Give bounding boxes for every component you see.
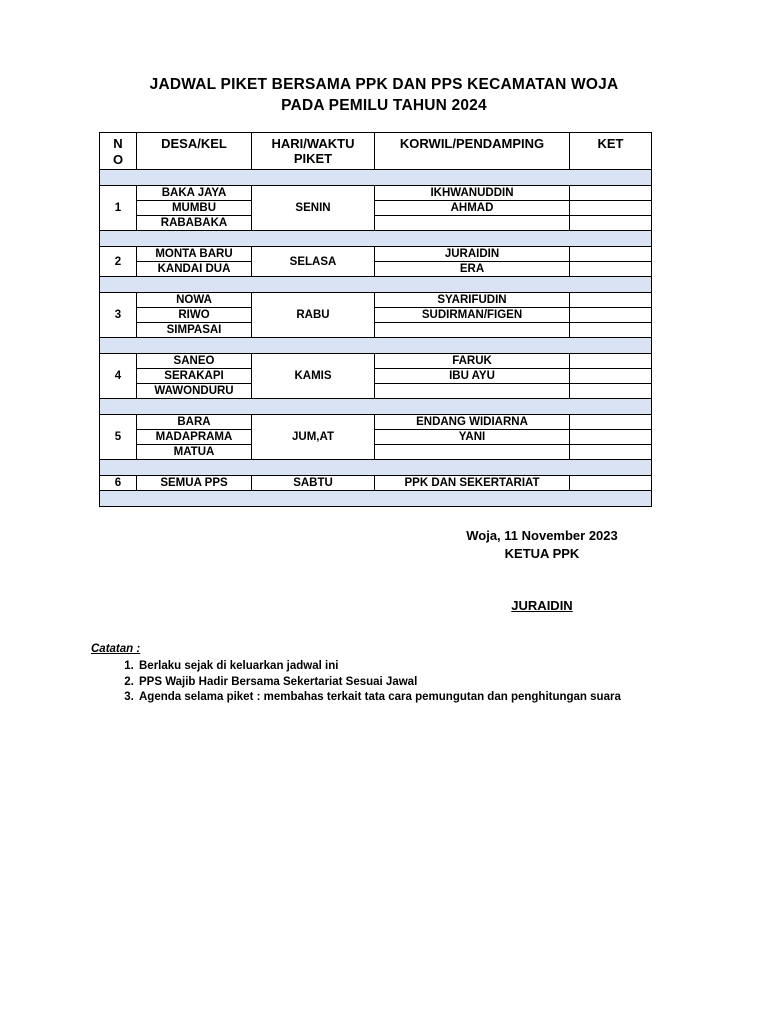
cell-ket — [570, 354, 652, 369]
cell-no: 6 — [100, 476, 137, 491]
cell-ket — [570, 247, 652, 262]
cell-hari: SABTU — [252, 476, 375, 491]
separator-cell — [100, 338, 652, 354]
cell-korwil: JURAIDIN — [375, 247, 570, 262]
cell-no: 5 — [100, 415, 137, 460]
cell-desa: MONTA BARU — [137, 247, 252, 262]
signature-date: Woja, 11 November 2023 — [466, 528, 618, 543]
separator-cell — [100, 460, 652, 476]
separator-cell — [100, 491, 652, 507]
cell-desa: SEMUA PPS — [137, 476, 252, 491]
cell-korwil: IKHWANUDDIN — [375, 186, 570, 201]
signature-name: JURAIDIN — [511, 598, 573, 613]
header-no-line2: O — [112, 152, 124, 167]
cell-ket — [570, 201, 652, 216]
separator-row — [100, 399, 652, 415]
separator-cell — [100, 170, 652, 186]
cell-korwil: IBU AYU — [375, 369, 570, 384]
cell-desa: BARA — [137, 415, 252, 430]
cell-desa: SERAKAPI — [137, 369, 252, 384]
cell-ket — [570, 430, 652, 445]
cell-korwil — [375, 323, 570, 338]
schedule-row — [100, 415, 652, 430]
cell-hari: KAMIS — [252, 354, 375, 399]
schedule-body — [100, 170, 652, 507]
cell-desa: BAKA JAYA — [137, 186, 252, 201]
separator-cell — [100, 231, 652, 247]
separator-row — [100, 277, 652, 293]
cell-ket — [570, 186, 652, 201]
cell-desa: WAWONDURU — [137, 384, 252, 399]
cell-no: 1 — [100, 186, 137, 231]
cell-no: 4 — [100, 354, 137, 399]
cell-korwil: PPK DAN SEKERTARIAT — [375, 476, 570, 491]
header-hari-line1: HARI/WAKTU — [271, 136, 355, 151]
schedule-row — [100, 262, 652, 277]
schedule-row — [100, 308, 652, 323]
cell-desa: MUMBU — [137, 201, 252, 216]
separator-cell — [100, 277, 652, 293]
cell-desa: MATUA — [137, 445, 252, 460]
note-item: 3. Agenda selama piket : membahas terkait tata cara pemungutan dan penghitungan suara — [137, 690, 713, 706]
cell-ket — [570, 476, 652, 491]
schedule-row — [100, 323, 652, 338]
separator-row — [100, 170, 652, 186]
cell-no: 2 — [100, 247, 137, 277]
cell-korwil — [375, 445, 570, 460]
cell-desa: RABABAKA — [137, 216, 252, 231]
cell-desa: MADAPRAMA — [137, 430, 252, 445]
schedule-row — [100, 247, 652, 262]
header-no — [100, 133, 137, 170]
schedule-row — [100, 293, 652, 308]
separator-row — [100, 460, 652, 476]
schedule-row — [100, 201, 652, 216]
cell-korwil: YANI — [375, 430, 570, 445]
schedule-row — [100, 216, 652, 231]
cell-ket — [570, 262, 652, 277]
cell-desa: RIWO — [137, 308, 252, 323]
cell-hari: SENIN — [252, 186, 375, 231]
separator-row — [100, 231, 652, 247]
separator-cell — [100, 399, 652, 415]
document-title-line1: JADWAL PIKET BERSAMA PPK DAN PPS KECAMATAN WOJA — [149, 76, 619, 93]
cell-ket — [570, 445, 652, 460]
cell-korwil: AHMAD — [375, 201, 570, 216]
header-korwil: KORWIL/PENDAMPING — [375, 133, 570, 170]
header-hari-line2: PIKET — [293, 151, 333, 166]
schedule-row — [100, 476, 652, 491]
separator-row — [100, 491, 652, 507]
note-item: 1. Berlaku sejak di keluarkan jadwal ini — [137, 659, 713, 675]
schedule-row — [100, 354, 652, 369]
cell-ket — [570, 384, 652, 399]
cell-ket — [570, 323, 652, 338]
header-ket: KET — [570, 133, 652, 170]
separator-row — [100, 338, 652, 354]
notes-title: Catatan : — [91, 643, 141, 655]
header-hari — [252, 133, 375, 170]
signature-role: KETUA PPK — [504, 546, 580, 561]
header-no-line1: N — [113, 136, 123, 151]
cell-korwil: ENDANG WIDIARNA — [375, 415, 570, 430]
schedule-row — [100, 186, 652, 201]
cell-korwil — [375, 216, 570, 231]
cell-korwil: ERA — [375, 262, 570, 277]
cell-ket — [570, 308, 652, 323]
cell-korwil: SYARIFUDIN — [375, 293, 570, 308]
cell-ket — [570, 415, 652, 430]
schedule-table — [99, 132, 652, 507]
header-row — [100, 133, 652, 170]
cell-korwil: SUDIRMAN/FIGEN — [375, 308, 570, 323]
cell-ket — [570, 216, 652, 231]
schedule-row — [100, 369, 652, 384]
cell-ket — [570, 369, 652, 384]
schedule-row — [100, 445, 652, 460]
cell-desa: KANDAI DUA — [137, 262, 252, 277]
header-desa: DESA/KEL — [137, 133, 252, 170]
cell-korwil: FARUK — [375, 354, 570, 369]
cell-desa: SANEO — [137, 354, 252, 369]
document-title-line2: PADA PEMILU TAHUN 2024 — [281, 97, 487, 114]
cell-desa: SIMPASAI — [137, 323, 252, 338]
schedule-row — [100, 430, 652, 445]
cell-hari: RABU — [252, 293, 375, 338]
notes-list — [100, 659, 713, 706]
cell-hari: JUM,AT — [252, 415, 375, 460]
schedule-row — [100, 384, 652, 399]
note-item: 2. PPS Wajib Hadir Bersama Sekertariat Sesuai Jawal — [137, 675, 713, 691]
cell-korwil — [375, 384, 570, 399]
cell-hari: SELASA — [252, 247, 375, 277]
cell-no: 3 — [100, 293, 137, 338]
cell-ket — [570, 293, 652, 308]
cell-desa: NOWA — [137, 293, 252, 308]
